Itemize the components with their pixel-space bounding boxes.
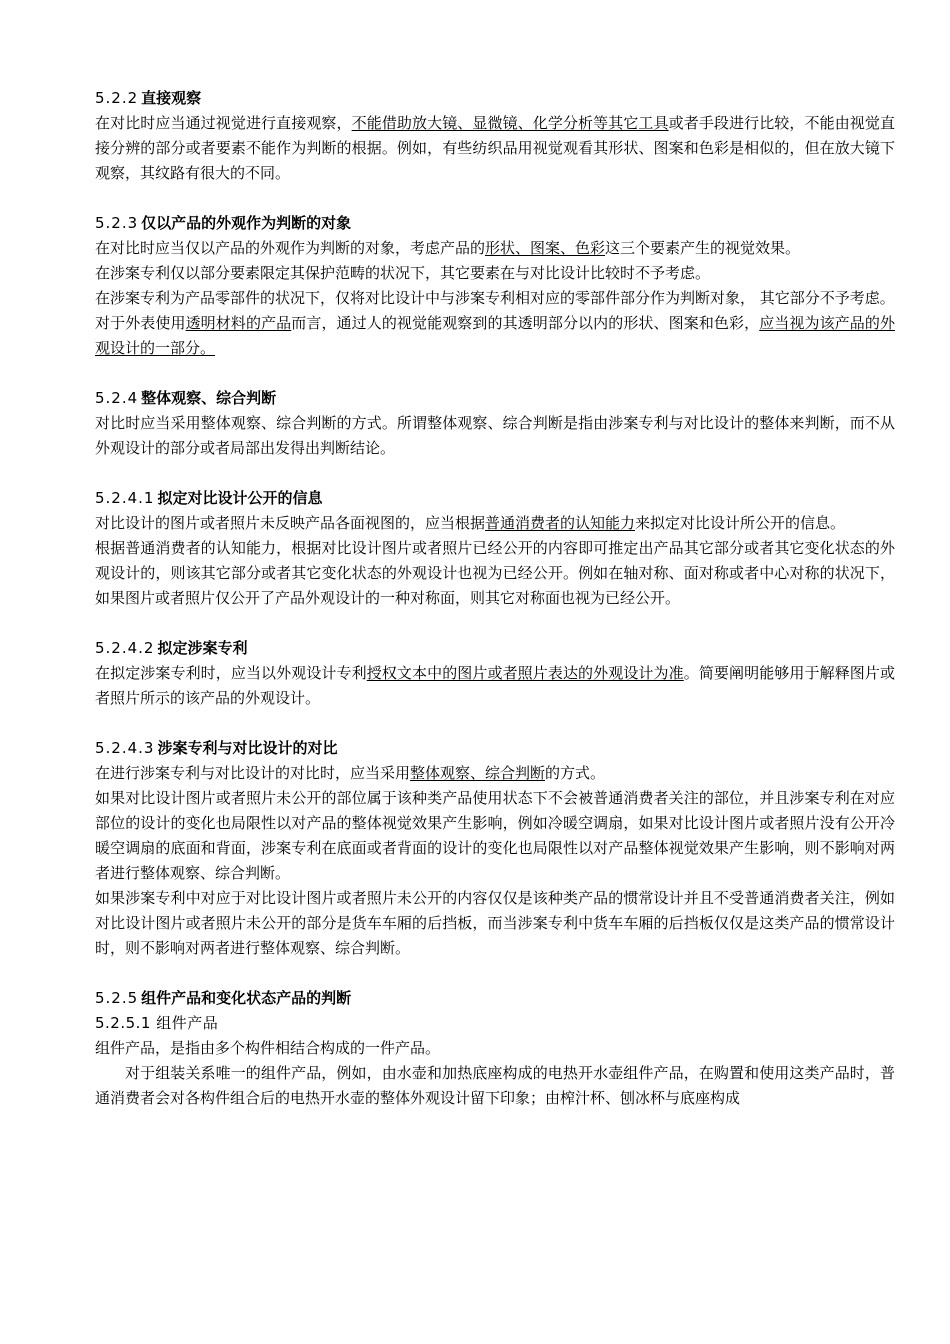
section-number: 5.2.4.3 <box>95 739 155 757</box>
sections-container <box>95 86 895 961</box>
sub-heading: 5.2.5.1 组件产品 <box>95 1014 219 1032</box>
paragraph: 根据普通消费者的认知能力，根据对比设计图片或者照片已经公开的内容即可推定出产品其它部分或者其它变化状态的外观设计的，则该其它部分或者其它变化状态的外观设计也视为已经公开。例如在轴对称、面对称或者中心对称的状况下，如果图片或者照片仅公开了产品外观设计的一种对称面，则其它对称面也视为已经公开。 <box>95 539 895 607</box>
section-5-2-2 <box>95 86 895 186</box>
underlined-phrase: 普通消费者的认知能力 <box>485 514 636 532</box>
section-5-2-4 <box>95 386 895 461</box>
underlined-phrase: 授权文本中的图片或者照片表达的外观设计为准 <box>366 664 684 682</box>
section-number: 5.2.4 <box>95 389 139 407</box>
section-title: 拟定涉案专利 <box>157 639 248 657</box>
paragraph: 如果涉案专利中对应于对比设计图片或者照片未公开的内容仅仅是该种类产品的惯常设计并且不受普通消费者关注，例如对比设计图片或者照片未公开的部分是货车车厢的后挡板，而当涉案专利中货车车厢的后挡板仅仅是这类产品的惯常设计时，则不影响对两者进行整体观察、综合判断。 <box>95 889 895 957</box>
section-number: 5.2.5 <box>95 989 139 1007</box>
paragraph: 在涉案专利为产品零部件的状况下，仅将对比设计中与涉案专利相对应的零部件部分作为判断对象， 其它部分不予考虑。 <box>95 289 895 307</box>
section-heading <box>95 386 895 411</box>
section-5-2-4-3 <box>95 736 895 961</box>
section-title: 直接观察 <box>141 89 202 107</box>
section-5-2-4-1 <box>95 486 895 611</box>
underlined-phrase: 透明材料的产品 <box>185 314 292 332</box>
underlined-phrase: 整体观察、综合判断 <box>410 764 546 782</box>
section-number: 5.2.2 <box>95 89 139 107</box>
section-title: 涉案专利与对比设计的对比 <box>157 739 338 757</box>
section-title: 整体观察、综合判断 <box>141 389 277 407</box>
paragraph: 如果对比设计图片或者照片未公开的部位属于该种类产品使用状态下不会被普通消费者关注的部位，并且涉案专利在对应部位的设计的变化也局限性以对产品的整体视觉效果产生影响，例如冷暖空调扇，如果对比设计图片或者照片没有公开冷暖空调扇的底面和背面，涉案专利在底面或者背面的设计的变化也局限性以对产品整体视觉效果产生影响，则不影响对两者进行整体观察、综合判断。 <box>95 789 895 882</box>
section-title: 组件产品和变化状态产品的判断 <box>141 989 352 1007</box>
section-5-2-5 <box>95 986 895 1111</box>
paragraph: 在进行涉案专利与对比设计的对比时，应当采用整体观察、综合判断的方式。 <box>95 764 606 782</box>
section-heading <box>95 986 895 1011</box>
paragraph: 在拟定涉案专利时，应当以外观设计专利授权文本中的图片或者照片表达的外观设计为准。简要阐明能够用于解释图片或者照片所示的该产品的外观设计。 <box>95 664 895 707</box>
section-5-2-3 <box>95 211 895 361</box>
section-heading <box>95 86 895 111</box>
paragraph: 组件产品，是指由多个构件相结合构成的一件产品。 <box>95 1039 441 1057</box>
section-title: 拟定对比设计公开的信息 <box>157 489 323 507</box>
paragraph: 在涉案专利仅以部分要素限定其保护范畴的状况下，其它要素在与对比设计比较时不予考虑。 <box>95 264 711 282</box>
section-heading <box>95 636 895 661</box>
section-title: 仅以产品的外观作为判断的对象 <box>141 214 352 232</box>
section-5-2-4-2 <box>95 636 895 711</box>
underlined-phrase: 不能借助放大镜、显微镜、化学分析等其它工具 <box>351 114 669 132</box>
section-heading <box>95 486 895 511</box>
underlined-phrase: 应当视为该产品的外观设计的一部分。 <box>95 314 895 357</box>
section-heading <box>95 211 895 236</box>
underlined-phrase: 形状、图案、色彩 <box>485 239 606 257</box>
section-number: 5.2.4.1 <box>95 489 155 507</box>
paragraph: 在对比时应当仅以产品的外观作为判断的对象，考虑产品的形状、图案、色彩这三个要素产生的视觉效果。 <box>95 239 801 257</box>
document-page <box>95 86 895 1111</box>
section-heading <box>95 736 895 761</box>
paragraph: 对比设计的图片或者照片未反映产品各面视图的，应当根据普通消费者的认知能力来拟定对比设计所公开的信息。 <box>95 514 846 532</box>
paragraph: 在对比时应当通过视觉进行直接观察，不能借助放大镜、显微镜、化学分析等其它工具或者手段进行比较，不能由视觉直接分辨的部分或者要素不能作为判断的根据。例如，有些纺织品用视觉观看其形状、图案和色彩是相似的，但在放大镜下观察，其纹路有很大的不同。 <box>95 114 895 182</box>
paragraph: 对比时应当采用整体观察、综合判断的方式。所谓整体观察、综合判断是指由涉案专利与对比设计的整体来判断，而不从外观设计的部分或者局部出发得出判断结论。 <box>95 414 895 457</box>
section-number: 5.2.4.2 <box>95 639 155 657</box>
paragraph: 对于外表使用透明材料的产品而言，通过人的视觉能观察到的其透明部分以内的形状、图案和色彩，应当视为该产品的外观设计的一部分。 <box>95 314 895 357</box>
paragraph: 对于组装关系唯一的组件产品，例如，由水壶和加热底座构成的电热开水壶组件产品，在购置和使用这类产品时，普通消费者会对各构件组合后的电热开水壶的整体外观设计留下印象；由榨汁杯、刨冰杯与底座构成 <box>95 1064 895 1107</box>
section-number: 5.2.3 <box>95 214 139 232</box>
